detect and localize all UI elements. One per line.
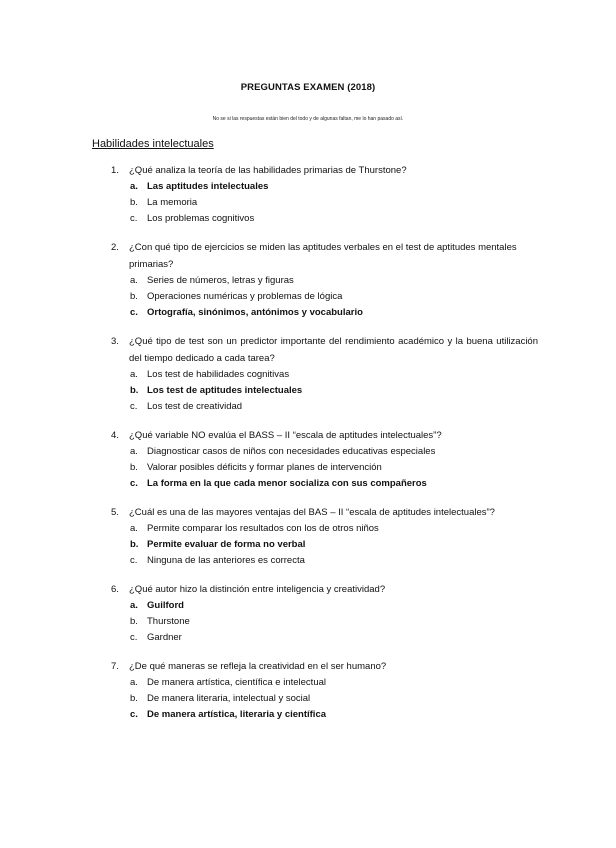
option-letter: c. [130,709,138,720]
page-note: No se si las respuestas están bien del todo y de algunas faltan, me lo han pasado así. [212,116,404,122]
question-number: 4. [111,430,119,441]
question-text: ¿Qué analiza la teoría de las habilidades primarias de Thurstone? [129,165,407,176]
option-letter: a. [130,275,138,286]
answer-option [0,675,616,691]
option-text: Permite comparar los resultados con los de otros niños [147,523,379,534]
question-number: 1. [111,165,119,176]
question-text: ¿De qué maneras se refleja la creatividad en el ser humano? [129,661,387,672]
question-item [0,239,616,321]
question-row [0,658,616,675]
option-text: Valorar posibles déficits y formar planes de intervención [147,462,382,473]
option-letter: c. [130,307,138,318]
question-row [0,333,616,367]
question-text: ¿Qué tipo de test son un predictor importante del rendimiento académico y la buena utilización del tiempo dedicado a cada tarea? [129,336,538,364]
option-text: De manera literaria, intelectual y social [147,693,311,704]
option-letter: b. [130,197,138,208]
option-letter: b. [130,385,139,396]
answer-option [0,211,616,227]
option-text: La memoria [147,197,198,208]
answer-option-correct [0,383,616,399]
option-letter: a. [130,600,138,611]
option-text: De manera artística, científica e intelectual [147,677,327,688]
answer-option [0,630,616,646]
question-number: 3. [111,336,119,347]
option-letter: c. [130,213,138,224]
page-title: PREGUNTAS EXAMEN (2018) [240,82,376,93]
question-row [0,239,616,273]
question-item [0,658,616,723]
option-text: Ortografía, sinónimos, antónimos y vocabulario [147,307,363,318]
option-letter: b. [130,693,138,704]
question-item [0,427,616,492]
question-number: 6. [111,584,119,595]
option-letter: c. [130,401,138,412]
question-text: ¿Cuál es una de las mayores ventajas del BAS – II “escala de aptitudes intelectuales”? [129,507,495,518]
question-text: ¿Con qué tipo de ejercicios se miden las aptitudes verbales en el test de aptitudes mentales primarias? [129,242,517,270]
option-letter: b. [130,616,138,627]
answer-option [0,289,616,305]
option-letter: c. [130,632,138,643]
option-letter: a. [130,181,138,192]
answer-option-correct [0,476,616,492]
question-row [0,162,616,179]
option-text: Guilford [147,600,184,611]
question-item [0,162,616,227]
option-text: Permite evaluar de forma no verbal [147,539,306,550]
answer-option-correct [0,598,616,614]
question-list [0,162,616,735]
question-row [0,504,616,521]
section-heading: Habilidades intelectuales [92,138,214,150]
option-text: Thurstone [147,616,190,627]
question-item [0,504,616,569]
option-text: De manera artística, literaria y científica [147,709,327,720]
question-item [0,581,616,646]
question-number: 5. [111,507,119,518]
option-text: Los problemas cognitivos [147,213,255,224]
answer-option [0,444,616,460]
answer-option [0,460,616,476]
question-text: ¿Qué autor hizo la distinción entre inteligencia y creatividad? [129,584,386,595]
option-letter: c. [130,478,138,489]
answer-option-correct [0,537,616,553]
option-text: Operaciones numéricas y problemas de lógica [147,291,343,302]
option-text: Las aptitudes intelectuales [147,181,269,192]
answer-option [0,399,616,415]
option-text: La forma en la que cada menor socializa con sus compañeros [147,478,427,489]
option-text: Ninguna de las anteriores es correcta [147,555,305,566]
option-text: Series de números, letras y figuras [147,275,294,286]
answer-option [0,553,616,569]
answer-option [0,195,616,211]
answer-option [0,273,616,289]
answer-option [0,521,616,537]
option-letter: b. [130,291,138,302]
answer-option-correct [0,305,616,321]
answer-option [0,614,616,630]
option-text: Diagnosticar casos de niños con necesidades educativas especiales [147,446,436,457]
answer-option-correct [0,707,616,723]
option-text: Los test de aptitudes intelectuales [147,385,303,396]
option-letter: a. [130,523,138,534]
option-letter: a. [130,446,138,457]
question-row [0,427,616,444]
question-row [0,581,616,598]
question-number: 2. [111,242,119,253]
option-letter: a. [130,369,138,380]
answer-option [0,367,616,383]
answer-option-correct [0,179,616,195]
question-number: 7. [111,661,119,672]
option-letter: c. [130,555,138,566]
question-item [0,333,616,415]
option-letter: b. [130,539,139,550]
option-text: Gardner [147,632,182,643]
option-text: Los test de creatividad [147,401,243,412]
question-text: ¿Qué variable NO evalúa el BASS – II “escala de aptitudes intelectuales”? [129,430,442,441]
option-text: Los test de habilidades cognitivas [147,369,290,380]
option-letter: b. [130,462,138,473]
answer-option [0,691,616,707]
option-letter: a. [130,677,138,688]
